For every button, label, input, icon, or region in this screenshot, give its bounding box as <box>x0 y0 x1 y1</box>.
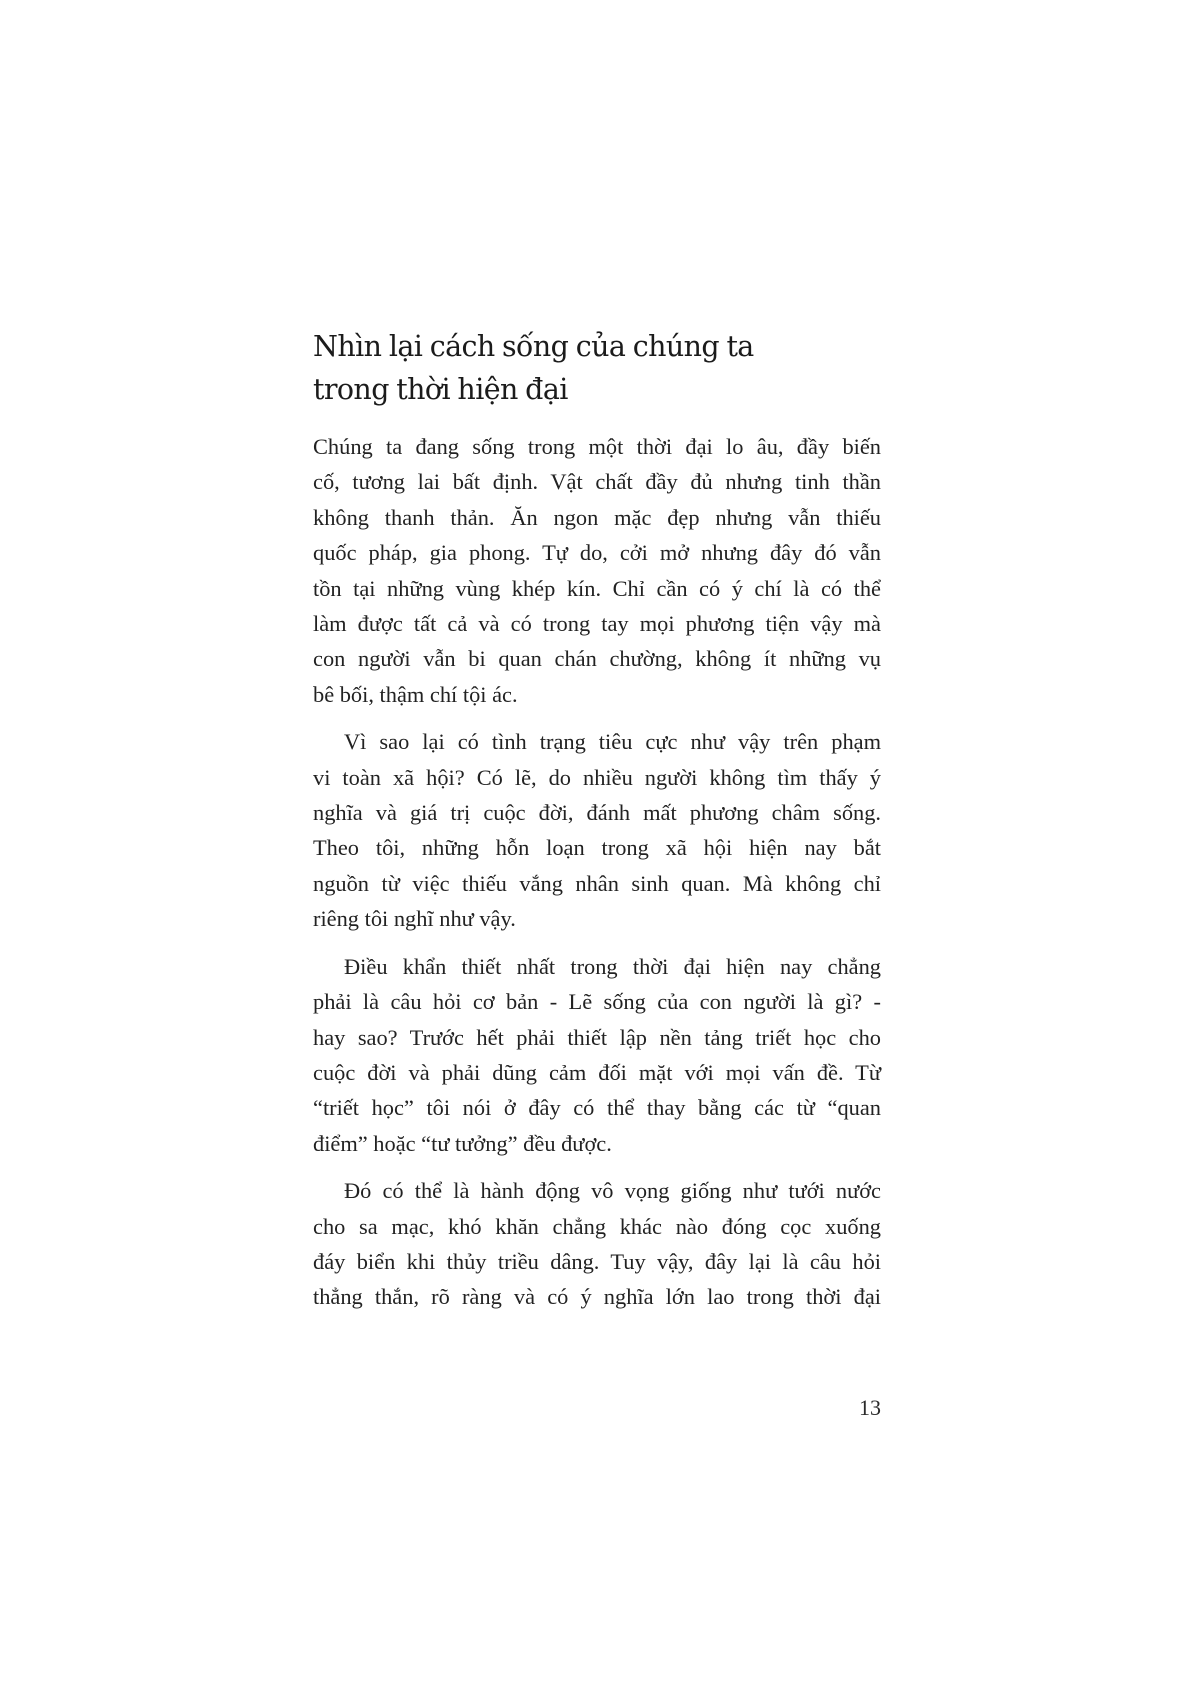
text-line: vi toàn xã hội? Có lẽ, do nhiều người không tìm thấy ý <box>313 764 881 790</box>
paragraph-2 <box>313 724 881 936</box>
text-line: con người vẫn bi quan chán chường, không ít những vụ <box>313 646 881 672</box>
text-line: cố, tương lai bất định. Vật chất đầy đủ nhưng tinh thần <box>313 469 881 495</box>
text-line: điểm” hoặc “tư tưởng” đều được. <box>313 1130 612 1156</box>
text-line: riêng tôi nghĩ như vậy. <box>313 906 516 932</box>
text-line: nguồn từ việc thiếu vắng nhân sinh quan. Mà không chỉ <box>313 870 881 896</box>
paragraph-3 <box>313 949 881 1161</box>
text-line: cho sa mạc, khó khăn chẳng khác nào đóng cọc xuống <box>313 1213 881 1239</box>
text-line: “triết học” tôi nói ở đây có thể thay bằng các từ “quan <box>313 1095 881 1121</box>
text-line: hay sao? Trước hết phải thiết lập nền tảng triết học cho <box>313 1024 881 1050</box>
text-line: Chúng ta đang sống trong một thời đại lo âu, đầy biến <box>313 434 881 459</box>
text-line: Vì sao lại có tình trạng tiêu cực như vậy trên phạm <box>344 729 881 755</box>
page-number: 13 <box>859 1395 881 1420</box>
text-line: nghĩa và giá trị cuộc đời, đánh mất phương châm sống. <box>313 800 881 826</box>
text-line: tồn tại những vùng khép kín. Chỉ cần có ý chí là có thể <box>313 575 881 601</box>
text-line: quốc pháp, gia phong. Tự do, cởi mở nhưng đây đó vẫn <box>313 540 881 566</box>
text-line: Đó có thể là hành động vô vọng giống như tưới nước <box>344 1178 881 1204</box>
paragraph-1 <box>313 429 881 712</box>
chapter-title-line: trong thời hiện đại <box>313 373 568 406</box>
text-line: đáy biển khi thủy triều dâng. Tuy vậy, đây lại là câu hỏi <box>313 1248 881 1274</box>
text-line: phải là câu hỏi cơ bản - Lẽ sống của con người là gì? - <box>313 989 881 1015</box>
text-line: bê bối, thậm chí tội ác. <box>313 681 518 707</box>
paragraph-4 <box>313 1173 881 1315</box>
text-line: cuộc đời và phải dũng cảm đối mặt với mọi vấn đề. Từ <box>313 1059 881 1085</box>
text-column <box>313 325 881 1327</box>
text-line: Điều khẩn thiết nhất trong thời đại hiện nay chẳng <box>344 953 881 979</box>
text-line: làm được tất cả và có trong tay mọi phương tiện vậy mà <box>313 611 881 637</box>
chapter-title-line: Nhìn lại cách sống của chúng ta <box>313 330 754 363</box>
chapter-title <box>313 325 881 411</box>
text-line: không thanh thản. Ăn ngon mặc đẹp nhưng vẫn thiếu <box>313 504 881 530</box>
text-line: Theo tôi, những hỗn loạn trong xã hội hiện nay bắt <box>313 835 881 861</box>
text-line: thẳng thắn, rõ ràng và có ý nghĩa lớn lao trong thời đại <box>313 1284 881 1310</box>
